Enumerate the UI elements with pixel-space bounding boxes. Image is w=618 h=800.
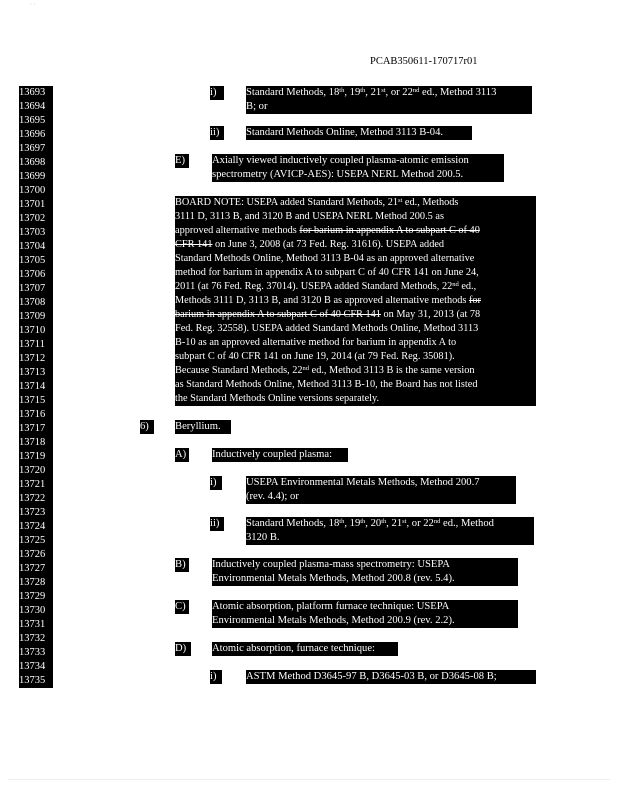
- line-number: 13695: [19, 114, 53, 128]
- document-header-code: PCAB350611-170717r01: [370, 56, 478, 67]
- section-6-number: 6): [140, 420, 154, 434]
- line-number: 13721: [19, 478, 53, 492]
- line-number: 13700: [19, 184, 53, 198]
- item-A-ii-text: Standard Methods, 18th, 19th, 20th, 21st, or 22nd ed., Method 3120 B.: [246, 517, 534, 545]
- line-number: 13710: [19, 324, 53, 338]
- item-A-ii-label: ii): [210, 517, 224, 531]
- line-number: 13730: [19, 604, 53, 618]
- line-number: 13694: [19, 100, 53, 114]
- item-i-text: Standard Methods, 18th, 19th, 21st, or 22nd ed., Method 3113 B; or: [246, 86, 532, 114]
- line-number: 13718: [19, 436, 53, 450]
- item-C-text: Atomic absorption, platform furnace technique: USEPA Environmental Metals Methods, Method 200.9 (rev. 2.2).: [212, 600, 518, 628]
- line-number: 13726: [19, 548, 53, 562]
- scan-artifact: · ·: [30, 2, 36, 8]
- line-number: 13717: [19, 422, 53, 436]
- item-ii-text: Standard Methods Online, Method 3113 B-04.: [246, 126, 472, 140]
- line-number: 13729: [19, 590, 53, 604]
- line-number: 13703: [19, 226, 53, 240]
- item-B-text: Inductively coupled plasma-mass spectrometry: USEPA Environmental Metals Methods, Method 200.8 (rev. 5.4).: [212, 558, 518, 586]
- line-number: 13711: [19, 338, 53, 352]
- item-E-text: Axially viewed inductively coupled plasma-atomic emission spectrometry (AVICP-AES): USEPA NERL Method 200.5.: [212, 154, 504, 182]
- line-number: 13715: [19, 394, 53, 408]
- line-number: 13699: [19, 170, 53, 184]
- item-D-label: D): [175, 642, 191, 656]
- line-number: 13724: [19, 520, 53, 534]
- item-A-text: Inductively coupled plasma:: [212, 448, 348, 462]
- item-D-text: Atomic absorption, furnace technique:: [212, 642, 398, 656]
- line-number: 13719: [19, 450, 53, 464]
- line-number: 13707: [19, 282, 53, 296]
- line-number: 13702: [19, 212, 53, 226]
- line-number: 13701: [19, 198, 53, 212]
- line-number: 13716: [19, 408, 53, 422]
- item-A-i-label: i): [210, 476, 222, 490]
- line-number: 13714: [19, 380, 53, 394]
- line-number: 13713: [19, 366, 53, 380]
- item-B-label: B): [175, 558, 189, 572]
- line-number: 13693: [19, 86, 53, 100]
- item-D-i-text: ASTM Method D3645-97 B, D3645-03 B, or D3645-08 B;: [246, 670, 536, 684]
- line-number: 13704: [19, 240, 53, 254]
- line-number: 13723: [19, 506, 53, 520]
- line-number: 13735: [19, 674, 53, 688]
- line-number: 13712: [19, 352, 53, 366]
- line-number: 13709: [19, 310, 53, 324]
- line-number: 13731: [19, 618, 53, 632]
- line-number: 13708: [19, 296, 53, 310]
- item-A-i-text: USEPA Environmental Metals Methods, Method 200.7 (rev. 4.4); or: [246, 476, 516, 504]
- line-number: 13697: [19, 142, 53, 156]
- line-number: 13728: [19, 576, 53, 590]
- line-number: 13720: [19, 464, 53, 478]
- line-number: 13733: [19, 646, 53, 660]
- page-bottom-rule: [8, 779, 610, 780]
- line-number: 13722: [19, 492, 53, 506]
- section-6-title: Beryllium.: [175, 420, 231, 434]
- item-ii-label: ii): [210, 126, 224, 140]
- item-A-label: A): [175, 448, 189, 462]
- board-note: BOARD NOTE: USEPA added Standard Methods, 21st ed., Methods 3111 D, 3113 B, and 3120 B and USEPA NERL Method 200.5 as approved alternative methods for barium in appendix A to subpart C of 40 CFR 141 on June 3, 2008 (at 73 Fed. Reg. 31616). USEPA added Standard Methods Online, Method 3113 B-04 as an approved alternative method for barium in appendix A to subpart C of 40 CFR 141 on June 24, 2011 (at 76 Fed. Reg. 37014). USEPA added Standard Methods, 22nd ed., Methods 3111 D, 3113 B, and 3120 B as approved alternative methods for barium in appendix A to subpart C of 40 CFR 141 on May 31, 2013 (at 78 Fed. Reg. 32558). USEPA added Standard Methods Online, Method 3113 B-10 as an approved alternative method for barium in appendix A to subpart C of 40 CFR 141 on June 19, 2014 (at 79 Fed. Reg. 35081). Because Standard Methods, 22nd ed., Method 3113 B is the same version as Standard Methods Online, Method 3113 B-10, the Board has not listed the Standard Methods Online versions separately.: [175, 196, 536, 406]
- item-E-label: E): [175, 154, 189, 168]
- line-number: 13727: [19, 562, 53, 576]
- line-number: 13725: [19, 534, 53, 548]
- item-C-label: C): [175, 600, 189, 614]
- line-number: 13696: [19, 128, 53, 142]
- line-number: 13706: [19, 268, 53, 282]
- item-i-label: i): [210, 86, 224, 100]
- line-number: 13732: [19, 632, 53, 646]
- item-D-i-label: i): [210, 670, 222, 684]
- line-number: 13734: [19, 660, 53, 674]
- line-number: 13698: [19, 156, 53, 170]
- line-number: 13705: [19, 254, 53, 268]
